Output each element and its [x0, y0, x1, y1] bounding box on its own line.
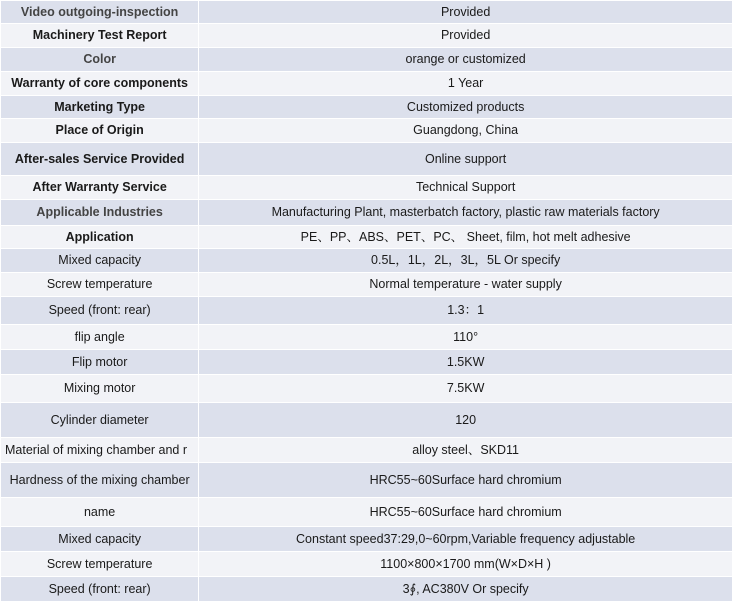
row-label: Machinery Test Report: [1, 24, 199, 48]
row-label: Flip motor: [1, 350, 199, 375]
row-value: 0.5L，1L，2L，3L，5L Or specify: [199, 249, 733, 273]
table-row: [1, 249, 733, 273]
row-value: 3∮, AC380V Or specify: [199, 577, 733, 602]
row-value: 1 Year: [199, 72, 733, 96]
table-row: [1, 297, 733, 325]
row-value: PE、PP、ABS、PET、PC、 Sheet, film, hot melt adhesive: [199, 226, 733, 249]
row-value: 1.3：1: [199, 297, 733, 325]
row-value: 1100×800×1700 mm(W×D×H ): [199, 552, 733, 577]
row-label: [1, 438, 199, 463]
table-row: [1, 325, 733, 350]
table-row: [1, 403, 733, 438]
row-label: Application: [1, 226, 199, 249]
row-label: Mixed capacity: [1, 527, 199, 552]
row-value: alloy steel、SKD11: [199, 438, 733, 463]
row-value: orange or customized: [199, 48, 733, 72]
row-value: 120: [199, 403, 733, 438]
row-value: Normal temperature - water supply: [199, 273, 733, 297]
table-row: [1, 273, 733, 297]
table-row: [1, 24, 733, 48]
row-label: Speed (front: rear): [1, 577, 199, 602]
row-label: Color: [1, 48, 199, 72]
table-row: [1, 438, 733, 463]
table-row: [1, 463, 733, 498]
table-row: [1, 119, 733, 143]
row-value: Manufacturing Plant, masterbatch factory, plastic raw materials factory: [199, 200, 733, 226]
table-row: [1, 96, 733, 119]
table-row: [1, 350, 733, 375]
row-label: Warranty of core components: [1, 72, 199, 96]
table-row: [1, 577, 733, 602]
row-label: Mixed capacity: [1, 249, 199, 273]
row-value: Guangdong, China: [199, 119, 733, 143]
table-row: [1, 72, 733, 96]
table-row: [1, 48, 733, 72]
row-label: After-sales Service Provided: [1, 143, 199, 176]
row-value: HRC55~60Surface hard chromium: [199, 498, 733, 527]
table-row: [1, 375, 733, 403]
table-row: [1, 498, 733, 527]
row-label-text: Material of mixing chamber and r: [5, 442, 188, 457]
table-row: [1, 527, 733, 552]
row-value: 1.5KW: [199, 350, 733, 375]
row-value: Constant speed37:29,0~60rpm,Variable frequency adjustable: [199, 527, 733, 552]
row-label: Marketing Type: [1, 96, 199, 119]
row-label: Mixing motor: [1, 375, 199, 403]
row-label: name: [1, 498, 199, 527]
row-value: Online support: [199, 143, 733, 176]
table-row: [1, 143, 733, 176]
table-row: [1, 176, 733, 200]
row-value: 110°: [199, 325, 733, 350]
row-value: Provided: [199, 24, 733, 48]
row-label: After Warranty Service: [1, 176, 199, 200]
row-label: Cylinder diameter: [1, 403, 199, 438]
table-row: [1, 552, 733, 577]
row-label: Screw temperature: [1, 273, 199, 297]
row-label: Video outgoing-inspection: [1, 1, 199, 24]
row-value: 7.5KW: [199, 375, 733, 403]
row-value: Technical Support: [199, 176, 733, 200]
table-row: [1, 200, 733, 226]
row-value: Provided: [199, 1, 733, 24]
row-label: Screw temperature: [1, 552, 199, 577]
row-value: HRC55~60Surface hard chromium: [199, 463, 733, 498]
table-row: [1, 226, 733, 249]
row-label: flip angle: [1, 325, 199, 350]
row-label: Applicable Industries: [1, 200, 199, 226]
row-label: Speed (front: rear): [1, 297, 199, 325]
row-label: Place of Origin: [1, 119, 199, 143]
row-label: Hardness of the mixing chamber: [1, 463, 199, 498]
table-row: [1, 1, 733, 24]
row-value: Customized products: [199, 96, 733, 119]
